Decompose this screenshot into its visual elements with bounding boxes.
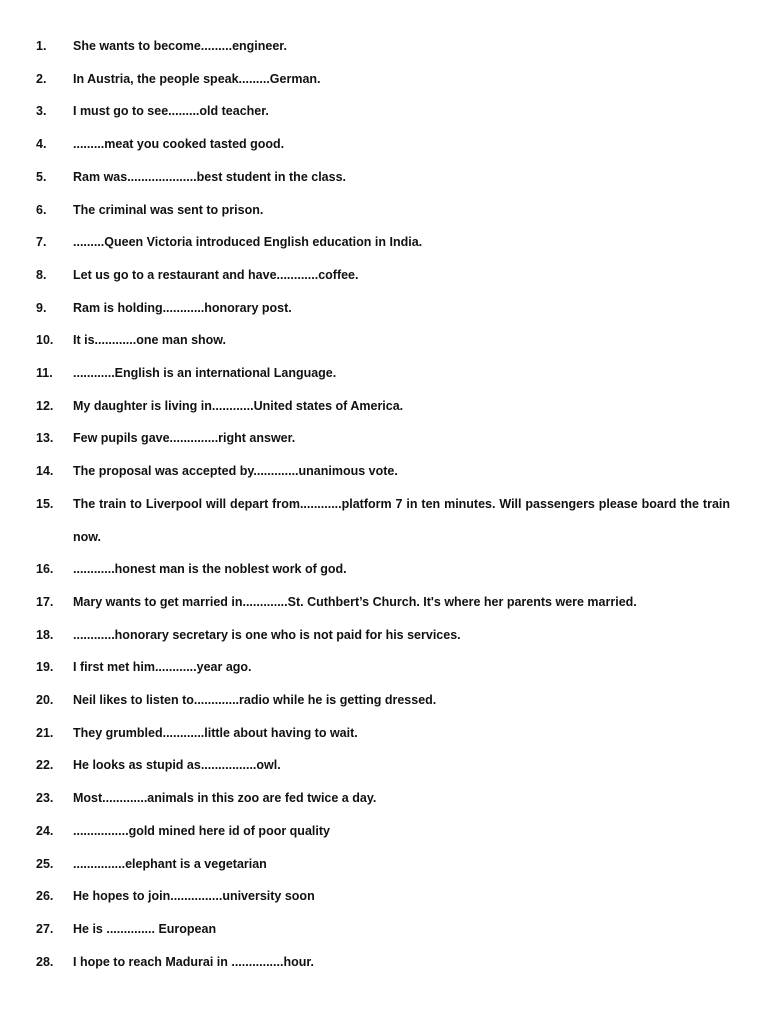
list-item: [36, 586, 730, 619]
item-number: 26.: [36, 889, 54, 904]
item-number: 19.: [36, 660, 54, 675]
list-item: [36, 815, 730, 848]
item-text: In Austria, the people speak.........German.: [73, 71, 321, 86]
list-item: [36, 488, 730, 553]
item-number: 27.: [36, 921, 54, 936]
item-number: 10.: [36, 333, 54, 348]
item-text: Ram was....................best student in the class.: [73, 169, 346, 184]
list-item: [36, 717, 730, 750]
list-item: [36, 30, 730, 63]
item-number: 13.: [36, 431, 54, 446]
item-number: 11.: [36, 366, 53, 381]
list-item: [36, 553, 730, 586]
item-text: He looks as stupid as................owl.: [73, 758, 281, 773]
list-item: [36, 684, 730, 717]
exercise-list: [36, 30, 730, 978]
list-item: [36, 880, 730, 913]
item-number: 8.: [36, 267, 47, 282]
item-text: ................gold mined here id of poor quality: [73, 823, 330, 838]
item-text: ...............elephant is a vegetarian: [73, 856, 267, 871]
item-text: She wants to become.........engineer.: [73, 39, 287, 53]
list-item: [36, 95, 730, 128]
item-number: 17.: [36, 594, 54, 609]
item-text: ............honest man is the noblest work of god.: [73, 562, 347, 577]
list-item: [36, 619, 730, 652]
item-text: He is .............. European: [73, 921, 217, 936]
item-number: 20.: [36, 693, 54, 708]
item-text: My daughter is living in............United states of America.: [73, 398, 404, 413]
item-number: 18.: [36, 627, 54, 642]
list-item: [36, 455, 730, 488]
item-text: The proposal was accepted by.............unanimous vote.: [73, 464, 398, 479]
list-item: [36, 161, 730, 194]
list-item: [36, 782, 730, 815]
list-item: [36, 946, 730, 979]
item-number: 21.: [36, 725, 54, 740]
item-text: Neil likes to listen to.............radio while he is getting dressed.: [73, 693, 437, 708]
item-text: The criminal was sent to prison.: [73, 202, 264, 217]
item-number: 24.: [36, 823, 54, 838]
list-item: [36, 357, 730, 390]
list-item: [36, 194, 730, 227]
item-text: Let us go to a restaurant and have............coffee.: [73, 267, 359, 282]
list-item: [36, 848, 730, 881]
list-item: [36, 292, 730, 325]
item-text: Most.............animals in this zoo are fed twice a day.: [73, 791, 377, 806]
item-text: They grumbled............little about having to wait.: [73, 725, 358, 740]
list-item: [36, 749, 730, 782]
item-number: 23.: [36, 791, 54, 806]
item-text: .........meat you cooked tasted good.: [73, 137, 285, 152]
item-text: It is............one man show.: [73, 333, 227, 348]
list-item: [36, 128, 730, 161]
item-number: 25.: [36, 856, 54, 871]
item-text: Mary wants to get married in.............St. Cuthbert’s Church. It's where her parents were married.: [73, 594, 637, 609]
list-item: [36, 913, 730, 946]
item-number: 7.: [36, 235, 47, 250]
item-number: 16.: [36, 562, 54, 577]
item-number: 1.: [36, 39, 47, 53]
item-text: I hope to reach Madurai in ...............hour.: [73, 954, 315, 969]
list-item: [36, 259, 730, 292]
item-text: ............honorary secretary is one who is not paid for his services.: [73, 627, 461, 642]
item-text: Ram is holding............honorary post.: [73, 300, 292, 315]
item-text: .........Queen Victoria introduced English education in India.: [73, 235, 423, 250]
item-text: The train to Liverpool will depart from............platform 7 in ten minutes. Will passengers please board the train now.: [73, 496, 730, 544]
item-number: 14.: [36, 464, 54, 479]
item-number: 15.: [36, 496, 54, 511]
item-number: 12.: [36, 398, 54, 413]
item-number: 4.: [36, 137, 47, 152]
item-text: I first met him............year ago.: [73, 660, 252, 675]
item-text: I must go to see.........old teacher.: [73, 104, 269, 119]
list-item: [36, 324, 730, 357]
list-item: [36, 226, 730, 259]
item-number: 9.: [36, 300, 47, 315]
item-text: Few pupils gave..............right answer.: [73, 431, 296, 446]
item-number: 3.: [36, 104, 47, 119]
item-number: 22.: [36, 758, 54, 773]
item-text: ............English is an international Language.: [73, 366, 337, 381]
item-text: He hopes to join...............university soon: [73, 889, 315, 904]
list-item: [36, 390, 730, 423]
list-item: [36, 651, 730, 684]
item-number: 6.: [36, 202, 47, 217]
item-number: 28.: [36, 954, 54, 969]
item-number: 2.: [36, 71, 47, 86]
list-item: [36, 63, 730, 96]
list-item: [36, 422, 730, 455]
item-number: 5.: [36, 169, 47, 184]
